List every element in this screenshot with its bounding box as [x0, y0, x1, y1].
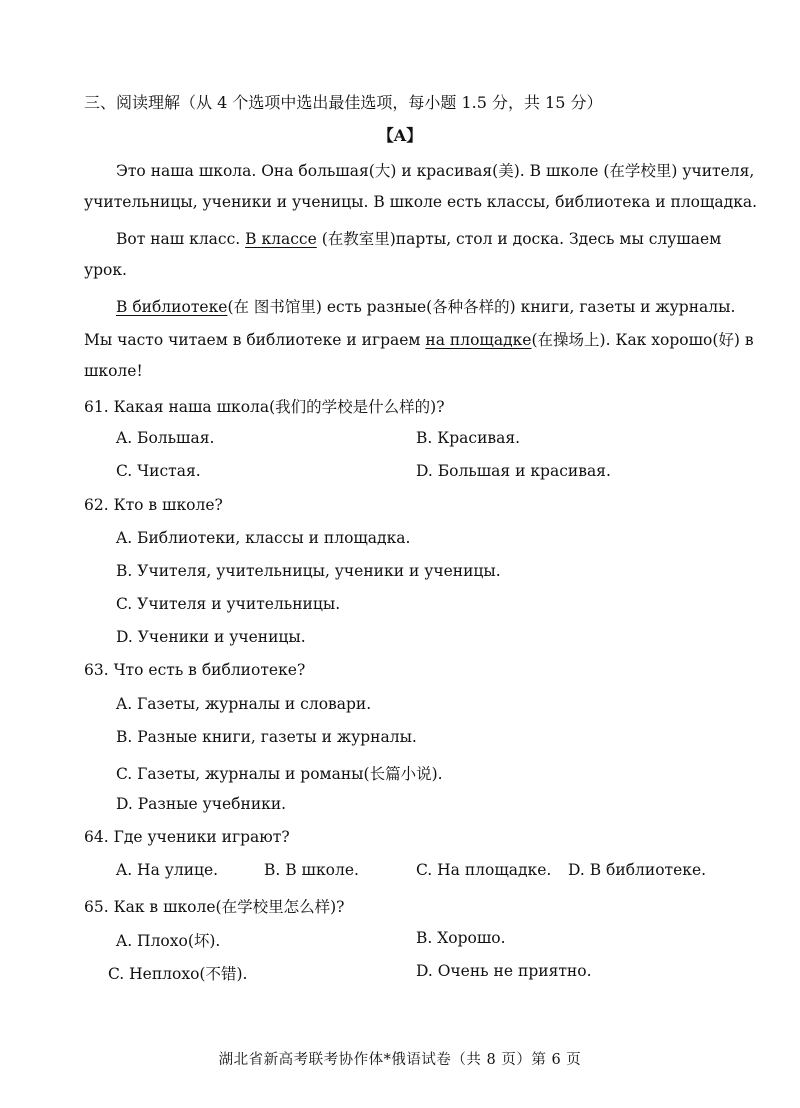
question-stem: 61. Какая наша школа(我们的学校是什么样的)?: [84, 398, 445, 416]
option-a: A. Газеты, журналы и словари.: [116, 695, 372, 713]
option-d: D. Очень не приятно.: [416, 962, 592, 980]
question-stem: 62. Кто в школе?: [84, 496, 223, 514]
option-c: C. Неплохо(不错).: [108, 965, 248, 983]
passage-text: (在教室里)парты, стол и доска. Здесь мы слушаем: [316, 230, 722, 248]
passage-text: (在 图书馆里) есть разные(各种各样的) книги, газеты и журналы.: [227, 298, 736, 316]
section-title: 三、阅读理解（从 4 个选项中选出最佳选项，每小题 1.5 分，共 15 分）: [84, 93, 603, 112]
option-b: B. Хорошо.: [416, 929, 506, 947]
option-c: C. Учителя и учительницы.: [116, 595, 341, 613]
option-d: D. Большая и красивая.: [416, 462, 611, 480]
option-b: B. Учителя, учительницы, ученики и ученицы.: [116, 562, 501, 580]
passage-p1-line1: Это наша школа. Она большая(大) и красивая(美). В школе (在学校里) учителя,: [116, 162, 755, 180]
option-b: B. В школе.: [264, 861, 359, 879]
underlined-phrase: В библиотеке: [116, 298, 228, 316]
option-c: C. Газеты, журналы и романы(长篇小说).: [116, 765, 443, 783]
option-c: C. На площадке.: [416, 861, 552, 879]
passage-p3-line3: школе!: [84, 362, 143, 380]
underlined-phrase: на площадке: [425, 331, 532, 349]
underlined-phrase: В классе: [245, 230, 317, 248]
passage-text: (在操场上). Как хорошо(好) в: [531, 331, 754, 349]
option-a: A. Большая.: [116, 429, 215, 447]
question-stem: 64. Где ученики играют?: [84, 828, 290, 846]
passage-p2-line1: [116, 227, 721, 249]
passage-p3-line1: [116, 295, 735, 317]
option-d: D. Разные учебники.: [116, 795, 287, 813]
passage-label: 【A】: [377, 126, 423, 145]
passage-text: Мы часто читаем в библиотеке и играем: [84, 331, 426, 349]
page-footer: 湖北省新高考联考协作体*俄语试卷（共 8 页）第 6 页: [218, 1052, 582, 1068]
passage-p3-line2: [84, 328, 754, 350]
option-c: C. Чистая.: [116, 462, 201, 480]
option-b: B. Красивая.: [416, 429, 521, 447]
option-a: A. Плохо(坏).: [116, 932, 221, 950]
option-d: D. В библиотеке.: [568, 861, 707, 879]
option-b: B. Разные книги, газеты и журналы.: [116, 728, 417, 746]
option-a: A. На улице.: [116, 861, 219, 879]
question-stem: 63. Что есть в библиотеке?: [84, 661, 306, 679]
option-d: D. Ученики и ученицы.: [116, 628, 306, 646]
passage-text: Вот наш класс.: [116, 230, 246, 248]
passage-p1-line2: учительницы, ученики и ученицы. В школе есть классы, библиотека и площадка.: [84, 193, 758, 211]
option-a: A. Библиотеки, классы и площадка.: [116, 529, 411, 547]
question-stem: 65. Как в школе(在学校里怎么样)?: [84, 898, 345, 916]
passage-p2-line2: урок.: [84, 261, 127, 279]
